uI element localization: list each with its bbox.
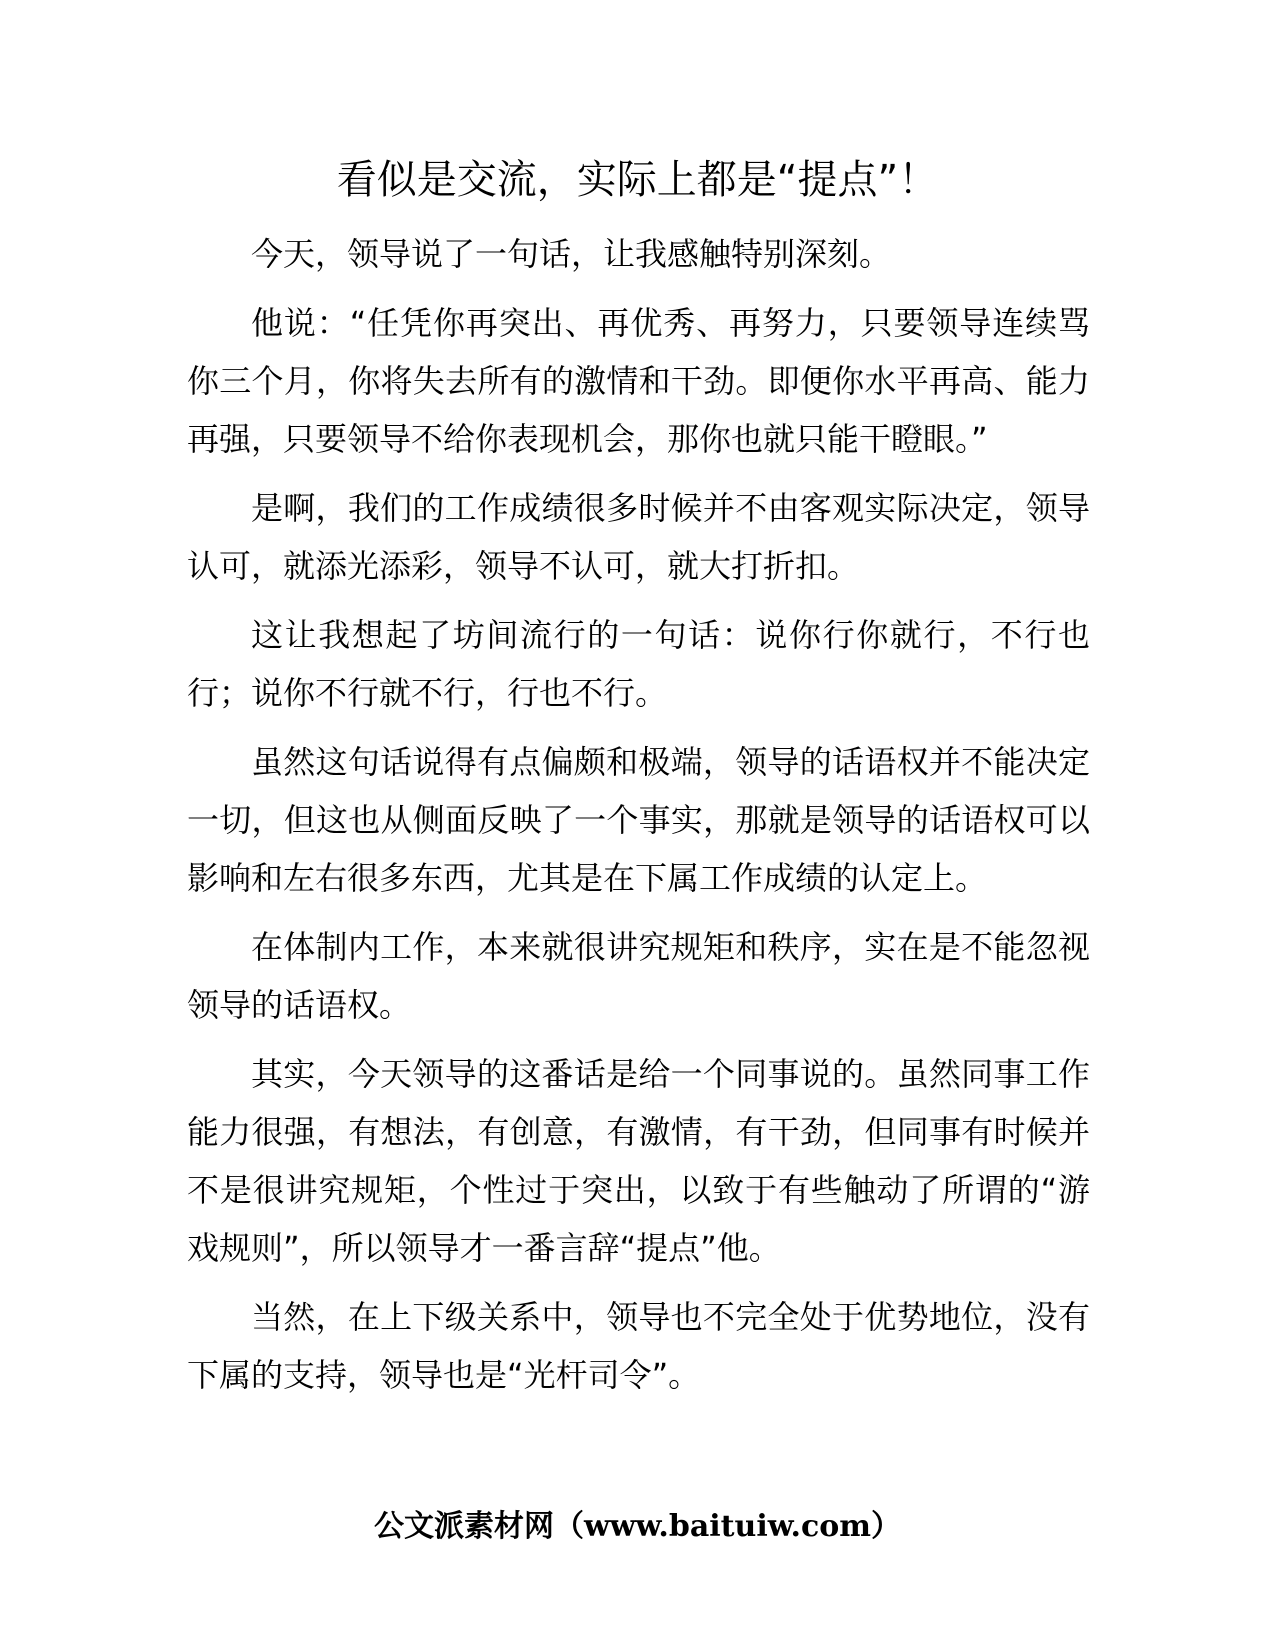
paragraph-8: 当然，在上下级关系中，领导也不完全处于优势地位，没有下属的支持，领导也是“光杆司令”。 — [187, 1298, 1090, 1394]
paragraph-3: 是啊，我们的工作成绩很多时候并不由客观实际决定，领导认可，就添光添彩，领导不认可，就大打折扣。 — [187, 489, 1090, 585]
paragraph-5: 虽然这句话说得有点偏颇和极端，领导的话语权并不能决定一切，但这也从侧面反映了一个事实，那就是领导的话语权可以影响和左右很多东西，尤其是在下属工作成绩的认定上。 — [187, 743, 1090, 897]
document-body — [187, 225, 1090, 1415]
paragraph-6: 在体制内工作，本来就很讲究规矩和秩序，实在是不能忽视领导的话语权。 — [187, 928, 1090, 1024]
paragraph-4: 这让我想起了坊间流行的一句话：说你行你就行，不行也行；说你不行就不行，行也不行。 — [187, 616, 1090, 712]
paragraph-7: 其实，今天领导的这番话是给一个同事说的。虽然同事工作能力很强，有想法，有创意，有激情，有干劲，但同事有时候并不是很讲究规矩，个性过于突出，以致于有些触动了所谓的“游戏规则”，所以领导才一番言辞“提点”他。 — [187, 1055, 1090, 1267]
paragraph-2: 他说：“任凭你再突出、再优秀、再努力，只要领导连续骂你三个月，你将失去所有的激情和干劲。即便你水平再高、能力再强，只要领导不给你表现机会，那你也就只能干瞪眼。” — [187, 304, 1090, 458]
paragraph-1: 今天，领导说了一句话，让我感触特别深刻。 — [251, 235, 892, 273]
footer-watermark: 公文派素材网（www.baituiw.com） — [373, 1509, 902, 1544]
document-title: 看似是交流，实际上都是“提点”！ — [336, 157, 939, 203]
